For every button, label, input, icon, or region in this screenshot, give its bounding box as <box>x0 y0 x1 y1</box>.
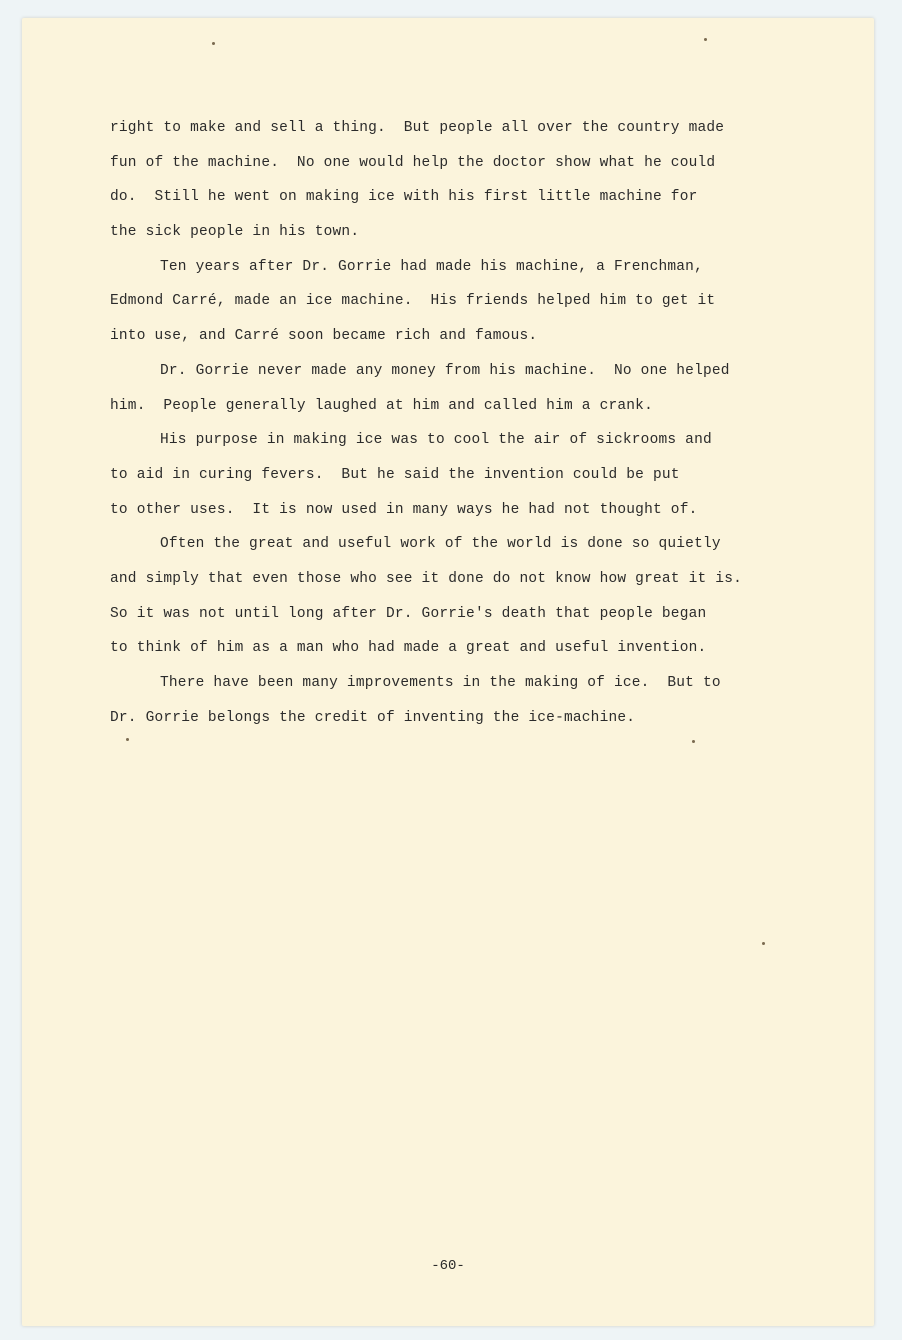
paper-speck <box>692 740 695 743</box>
text-line: into use, and Carré soon became rich and famous. <box>110 328 538 345</box>
text-line: to other uses. It is now used in many ways he had not thought of. <box>110 501 698 518</box>
text-line: Dr. Gorrie belongs the credit of inventing the ice-machine. <box>110 709 636 726</box>
text-line: the sick people in his town. <box>110 224 360 241</box>
text-line: There have been many improvements in the making of ice. But to <box>160 675 721 691</box>
document-page <box>22 18 874 1326</box>
text-line: and simply that even those who see it done do not know how great it is. <box>110 570 743 587</box>
text-line: His purpose in making ice was to cool the air of sickrooms and <box>160 432 712 449</box>
text-line: Edmond Carré, made an ice machine. His friends helped him to get it <box>110 293 716 310</box>
text-line: to aid in curing fevers. But he said the invention could be put <box>110 466 680 483</box>
text-line: him. People generally laughed at him and called him a crank. <box>110 397 653 414</box>
text-line: So it was not until long after Dr. Gorrie's death that people began <box>110 605 707 622</box>
text-line: fun of the machine. No one would help the doctor show what he could <box>110 154 716 171</box>
text-line: Often the great and useful work of the world is done so quietly <box>160 536 721 553</box>
text-line: right to make and sell a thing. But people all over the country made <box>110 120 725 136</box>
paper-speck <box>212 42 215 45</box>
text-line: Ten years after Dr. Gorrie had made his machine, a Frenchman, <box>160 258 703 275</box>
text-line: do. Still he went on making ice with his first little machine for <box>110 189 698 206</box>
document-body <box>110 111 830 735</box>
paper-speck <box>126 738 129 741</box>
text-line: to think of him as a man who had made a great and useful invention. <box>110 640 707 657</box>
text-line: Dr. Gorrie never made any money from his machine. No one helped <box>160 362 730 379</box>
paper-speck <box>762 942 765 945</box>
paper-speck <box>704 38 707 41</box>
page-number: -60- <box>431 1258 465 1274</box>
